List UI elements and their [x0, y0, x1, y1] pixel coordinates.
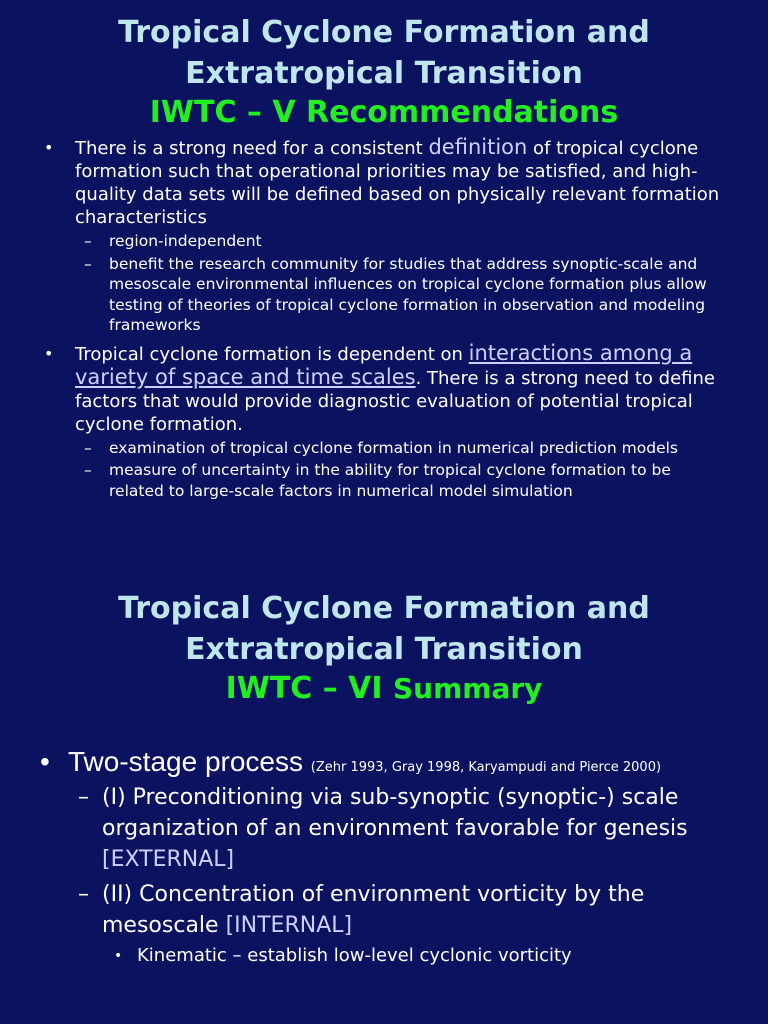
- text-run: . There is a strong need to define factors that would provide diagnostic evaluation of potential tropical cyclone formation.: [75, 367, 715, 435]
- slide-title-block: [0, 578, 768, 708]
- recommendation-list: [0, 136, 768, 501]
- bullet-icon: •: [40, 746, 50, 777]
- citation-text: (Zehr 1993, Gray 1998, Karyampudi and Pierce 2000): [310, 760, 662, 775]
- highlight-text: definition: [428, 135, 528, 159]
- slide-title-line2: Extratropical Transition: [185, 632, 583, 667]
- sub-item: [0, 438, 768, 459]
- bullet-icon: •: [44, 138, 54, 157]
- slide-iwtc-vi: [0, 578, 768, 1024]
- stage-tag: [EXTERNAL]: [102, 847, 235, 872]
- bullet-icon: •: [114, 948, 123, 964]
- sub-item: [0, 231, 768, 252]
- subtitle-prefix: IWTC – VI: [225, 671, 394, 706]
- stage-subitem: [0, 941, 768, 971]
- bullet-icon: •: [44, 343, 54, 363]
- summary-item: [0, 746, 768, 778]
- stage-item: [0, 879, 768, 941]
- text-run: of tropical cyclone formation such that operational priorities may be satisfied, and high-quality data sets will be defined based on physically relevant formation characteristics: [75, 138, 720, 228]
- stage-text: (I) Preconditioning via sub-synoptic (synoptic-) scale organization of an environment favorable for genesis: [102, 785, 688, 841]
- summary-list: [0, 746, 768, 971]
- text-run: There is a strong need for a consistent: [75, 138, 429, 159]
- slide-title-line2: Extratropical Transition: [185, 56, 583, 91]
- summary-heading: Two-stage process: [68, 746, 303, 777]
- subtitle-emphasis: Summary: [393, 672, 543, 705]
- sub-item-text: measure of uncertainty in the ability for tropical cyclone formation to be related to large-scale factors in numerical model simulation: [109, 461, 671, 500]
- sub-item-text: examination of tropical cyclone formation in numerical prediction models: [109, 438, 678, 457]
- dash-icon: –: [84, 232, 92, 250]
- slide-title-line1: Tropical Cyclone Formation and: [118, 591, 650, 626]
- recommendation-item: [0, 136, 768, 229]
- dash-icon: –: [84, 438, 92, 457]
- stage-item: [0, 782, 768, 875]
- sub-item-text: benefit the research community for studies that address synoptic-scale and mesoscale environmental influences on tropical cyclone formation plus allow testing of theories of tropical cyclone formation in observation and modeling frameworks: [109, 254, 707, 334]
- stage-tag: [INTERNAL]: [225, 913, 353, 938]
- sub-item: [0, 460, 768, 501]
- text-run: Tropical cyclone formation is dependent on: [75, 343, 469, 365]
- dash-icon: –: [78, 882, 89, 907]
- slide-subtitle: [0, 670, 768, 708]
- sub-item-text: region-independent: [109, 232, 262, 250]
- slide-title-line1: Tropical Cyclone Formation and: [118, 15, 650, 50]
- dash-icon: –: [84, 461, 92, 479]
- recommendation-item: [0, 342, 768, 436]
- sub-item: [0, 254, 768, 336]
- slide-title-block: [0, 0, 768, 132]
- stage-text: (II) Concentration of environment vorticity by the mesoscale: [102, 882, 645, 938]
- stage-subitem-text: Kinematic – establish low-level cyclonic vorticity: [137, 945, 572, 966]
- dash-icon: –: [84, 254, 92, 273]
- dash-icon: –: [78, 785, 89, 810]
- slide-subtitle: IWTC – V Recommendations: [149, 95, 619, 130]
- highlight-link[interactable]: interactions among a variety of space and time scales: [75, 340, 693, 389]
